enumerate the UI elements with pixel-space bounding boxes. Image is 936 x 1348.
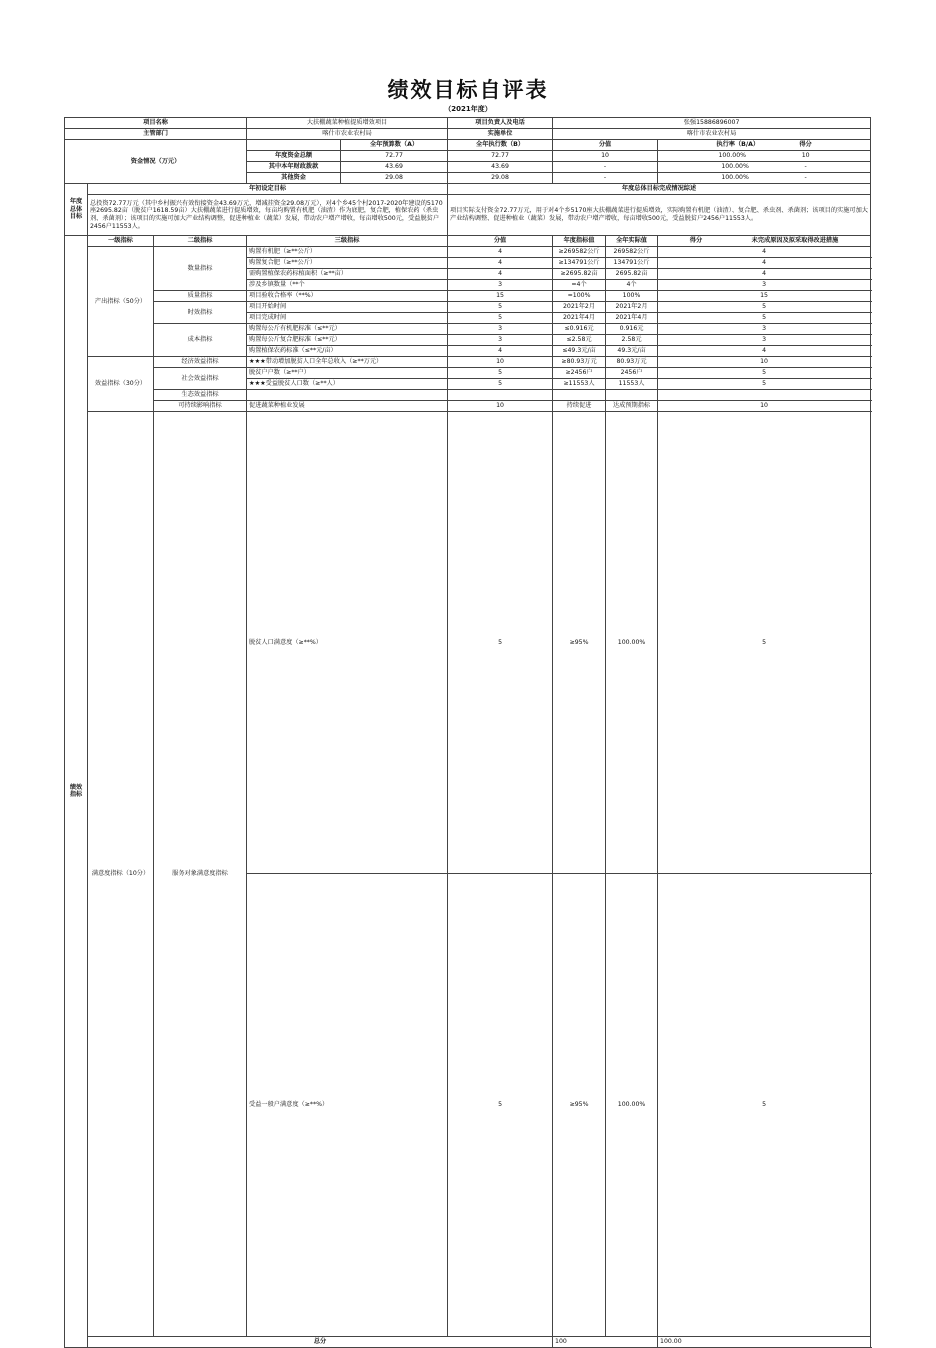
quality-label: 质量指标 [154, 291, 247, 302]
indicator-row [65, 412, 871, 874]
indicator-row [65, 357, 871, 368]
project-name: 大扶棚蔬菜种植提质增效项目 [247, 118, 448, 129]
indicator-actual: 2695.82亩 [606, 269, 658, 280]
indicator-score: 5 [448, 379, 553, 390]
indicator-target: ≥269582公斤 [553, 247, 606, 258]
responsible-value: 张强15886896007 [553, 118, 871, 129]
col-get: 得分 未完成原因及拟采取得改进措施 [658, 236, 871, 247]
indicator-actual: 2021年2月 [606, 302, 658, 313]
funds-row-label: 其中本年财政拨款 [247, 162, 341, 173]
indicator-get: 4 [658, 247, 871, 258]
funds-score: - [553, 162, 658, 173]
total-label: 总分 [88, 1336, 553, 1347]
funds-row-label: 其他资金 [247, 173, 341, 184]
indicator-name: 涉及乡镇数量（**个 [247, 280, 448, 291]
project-name-row [65, 118, 871, 129]
indicators-section-label: 绩效指标 [65, 236, 88, 1348]
report-year: （2021年度） [444, 105, 492, 113]
indicator-actual: 100.00% [606, 412, 658, 874]
indicator-name: ★★★带动增加脱贫人口全年总收入（≥**万元） [247, 357, 448, 368]
col-actual: 全年实际值 [606, 236, 658, 247]
indicator-get: 10 [658, 401, 871, 412]
col-target: 年度指标值 [553, 236, 606, 247]
funds-exec: 29.08 [448, 173, 553, 184]
col-level1: 一级指标 [88, 236, 154, 247]
indicator-actual: 100.00% [606, 874, 658, 1336]
total-row [65, 1336, 871, 1347]
indicator-get: 3 [658, 280, 871, 291]
indicator-name: 项目完成时间 [247, 313, 448, 324]
indicator-actual: 4个 [606, 280, 658, 291]
indicator-target: 2021年2月 [553, 302, 606, 313]
funds-budget: 29.08 [341, 173, 448, 184]
funds-col-rate: 执行率（B/A） 得分 [658, 140, 871, 151]
indicator-target: ≥2456户 [553, 368, 606, 379]
funds-exec: 72.77 [448, 151, 553, 162]
indicator-score: 5 [448, 874, 553, 1336]
col-level2: 二级指标 [154, 236, 247, 247]
indicator-target: ≥2695.82亩 [553, 269, 606, 280]
indicator-actual: 269582公斤 [606, 247, 658, 258]
indicator-get: 5 [658, 874, 871, 1336]
funds-score: - [553, 173, 658, 184]
funds-col-exec: 全年执行数（B） [448, 140, 553, 151]
satisfaction-sub-label: 服务对象满意度指标 [154, 412, 247, 1337]
indicator-score: 3 [448, 335, 553, 346]
eco-label: 生态效益指标 [154, 390, 247, 401]
goals-label: 年度总体目标 [65, 184, 88, 236]
indicator-score: 10 [448, 357, 553, 368]
funds-row-label: 年度资金总额 [247, 151, 341, 162]
goals-header-row [65, 184, 871, 195]
indicator-name: 需购置植保农药标植面积（≥**亩） [247, 269, 448, 280]
col-score: 分值 [448, 236, 553, 247]
indicator-row [65, 401, 871, 412]
funds-budget: 72.77 [341, 151, 448, 162]
indicator-score: 4 [448, 269, 553, 280]
indicator-actual: 达成预期指标 [606, 401, 658, 412]
funds-score: 10 [553, 151, 658, 162]
economic-label: 经济效益指标 [154, 357, 247, 368]
indicator-name: 脱贫户户数（≥**户） [247, 368, 448, 379]
indicator-score: 5 [448, 412, 553, 874]
indicator-target: ≥134791公斤 [553, 258, 606, 269]
indicator-target: ≥80.93万元 [553, 357, 606, 368]
indicator-target: =100% [553, 291, 606, 302]
total-get: 100.00 [658, 1336, 871, 1347]
indicator-actual: 11553人 [606, 379, 658, 390]
indicator-score: 5 [448, 313, 553, 324]
indicator-target: ≥11553人 [553, 379, 606, 390]
indicator-score: 4 [448, 346, 553, 357]
indicator-score: 4 [448, 258, 553, 269]
indicator-target: ≥95% [553, 412, 606, 874]
indicator-name: ★★★受益脱贫人口数（≥**人） [247, 379, 448, 390]
dept-label: 主管部门 [65, 129, 247, 140]
indicator-get: 5 [658, 313, 871, 324]
indicator-get: 5 [658, 368, 871, 379]
indicator-actual: 2021年4月 [606, 313, 658, 324]
indicator-actual: 80.93万元 [606, 357, 658, 368]
goals-plan-text: 总投资72.77万元（其中乡村振兴有效衔接资金43.69万元，增减挂资金29.08万元），对4个乡45个村2017-2020年建设的5170座2695.82亩（脱贫户1618.59亩）大扶棚蔬菜进行提质增效，每亩均购置有机肥（油渣）作为底肥，复合肥，植保农药（杀虫剂、杀菌剂）；该项目的实施可加大产业结构调整，促进种植业（蔬菜）发展，带动农户增产增收，每亩增收500元，受益脱贫户2456户11553人。 [88, 195, 448, 236]
indicator-target: =4个 [553, 280, 606, 291]
evaluation-table [64, 117, 871, 1348]
indicator-get: 15 [658, 291, 871, 302]
output-label: 产出指标（50分） [88, 247, 154, 357]
total-score: 100 [553, 1336, 658, 1347]
goals-done-label: 年度总体目标完成情况综述 [448, 184, 871, 195]
benefit-label: 效益指标（30分） [88, 357, 154, 412]
funds-col-budget: 全年预算数（A） [341, 140, 448, 151]
indicator-get: 3 [658, 324, 871, 335]
indicator-target: ≤0.916元 [553, 324, 606, 335]
indicator-score: 3 [448, 324, 553, 335]
satisfaction-label: 满意度指标（10分） [88, 412, 154, 1337]
indicator-actual: 134791公斤 [606, 258, 658, 269]
indicator-get: 3 [658, 335, 871, 346]
indicator-row [65, 368, 871, 379]
funds-label: 资金情况（万元） [65, 140, 247, 184]
indicator-name: 脱贫人口满意度（≥**%） [247, 412, 448, 874]
indicator-score: 15 [448, 291, 553, 302]
indicator-get: 4 [658, 258, 871, 269]
indicator-name: 促进蔬菜种植业发展 [247, 401, 448, 412]
funds-rate-get: 100.00% - [658, 162, 871, 173]
indicator-row [65, 324, 871, 335]
impl-label: 实施单位 [448, 129, 553, 140]
sustain-label: 可持续影响指标 [154, 401, 247, 412]
indicator-score: 4 [448, 247, 553, 258]
indicator-actual: 2456户 [606, 368, 658, 379]
indicator-row [65, 302, 871, 313]
funds-rate-get: 100.00% - [658, 173, 871, 184]
goals-text-row [65, 195, 871, 236]
cost-label: 成本指标 [154, 324, 247, 357]
indicator-target: ≤49.3元/亩 [553, 346, 606, 357]
goals-plan-label: 年初设定目标 [88, 184, 448, 195]
indicator-target: ≤2.58元 [553, 335, 606, 346]
project-name-label: 项目名称 [65, 118, 247, 129]
col-level3: 三级指标 [247, 236, 448, 247]
page-title: 绩效目标自评表 [387, 78, 549, 102]
indicator-actual: 0.916元 [606, 324, 658, 335]
indicator-name: 项目开始时间 [247, 302, 448, 313]
funds-budget: 43.69 [341, 162, 448, 173]
indicator-score: 3 [448, 280, 553, 291]
timeliness-label: 时效指标 [154, 302, 247, 324]
indicator-get: 5 [658, 412, 871, 874]
indicator-actual: 100% [606, 291, 658, 302]
indicator-get: 10 [658, 357, 871, 368]
impl-value: 喀什市农业农村局 [553, 129, 871, 140]
funds-header-row [65, 140, 871, 151]
indicator-actual: 2.58元 [606, 335, 658, 346]
goals-done-text: 项目实际支付资金72.77万元，用于对4个乡5170座大扶棚蔬菜进行提质增效，实际购置有机肥（油渣）、复合肥、杀虫剂、杀菌剂；该项目的实施可加大产业结构调整、促进种植业（蔬菜）发展，带动农户增产增收，每亩增收500元，受益脱贫户2456户11553人。 [448, 195, 871, 236]
indicator-score: 5 [448, 302, 553, 313]
indicator-actual: 49.3元/亩 [606, 346, 658, 357]
indicator-get: 5 [658, 379, 871, 390]
dept-row [65, 129, 871, 140]
indicator-row [65, 291, 871, 302]
funds-rate-get: 100.00% 10 [658, 151, 871, 162]
indicator-get: 5 [658, 302, 871, 313]
indicator-name: 购置复合肥（≥**公斤） [247, 258, 448, 269]
indicator-name: 购置植保农药标准（≤**元/亩） [247, 346, 448, 357]
indicator-name: 受益一般户满意度（≥**%） [247, 874, 448, 1336]
indicator-row [65, 390, 871, 401]
dept-value: 喀什市农业农村局 [247, 129, 448, 140]
indicator-get: 4 [658, 269, 871, 280]
indicator-target: 持续促进 [553, 401, 606, 412]
indicator-name: 购置有机肥（≥**公斤） [247, 247, 448, 258]
quantity-label: 数量指标 [154, 247, 247, 291]
indicator-target: ≥95% [553, 874, 606, 1336]
responsible-label: 项目负责人及电话 [448, 118, 553, 129]
funds-exec: 43.69 [448, 162, 553, 173]
indicator-get: 4 [658, 346, 871, 357]
indicator-name: 购置每公斤复合肥标准（≤**元） [247, 335, 448, 346]
indicator-target: 2021年4月 [553, 313, 606, 324]
indicator-score: 5 [448, 368, 553, 379]
indicator-row [65, 247, 871, 258]
indicators-header-row [65, 236, 871, 247]
indicator-name: 项目验收合格率（**%） [247, 291, 448, 302]
social-label: 社会效益指标 [154, 368, 247, 390]
indicator-score: 10 [448, 401, 553, 412]
funds-col-score: 分值 [553, 140, 658, 151]
indicator-name: 购置每公斤有机肥标准（≤**元） [247, 324, 448, 335]
